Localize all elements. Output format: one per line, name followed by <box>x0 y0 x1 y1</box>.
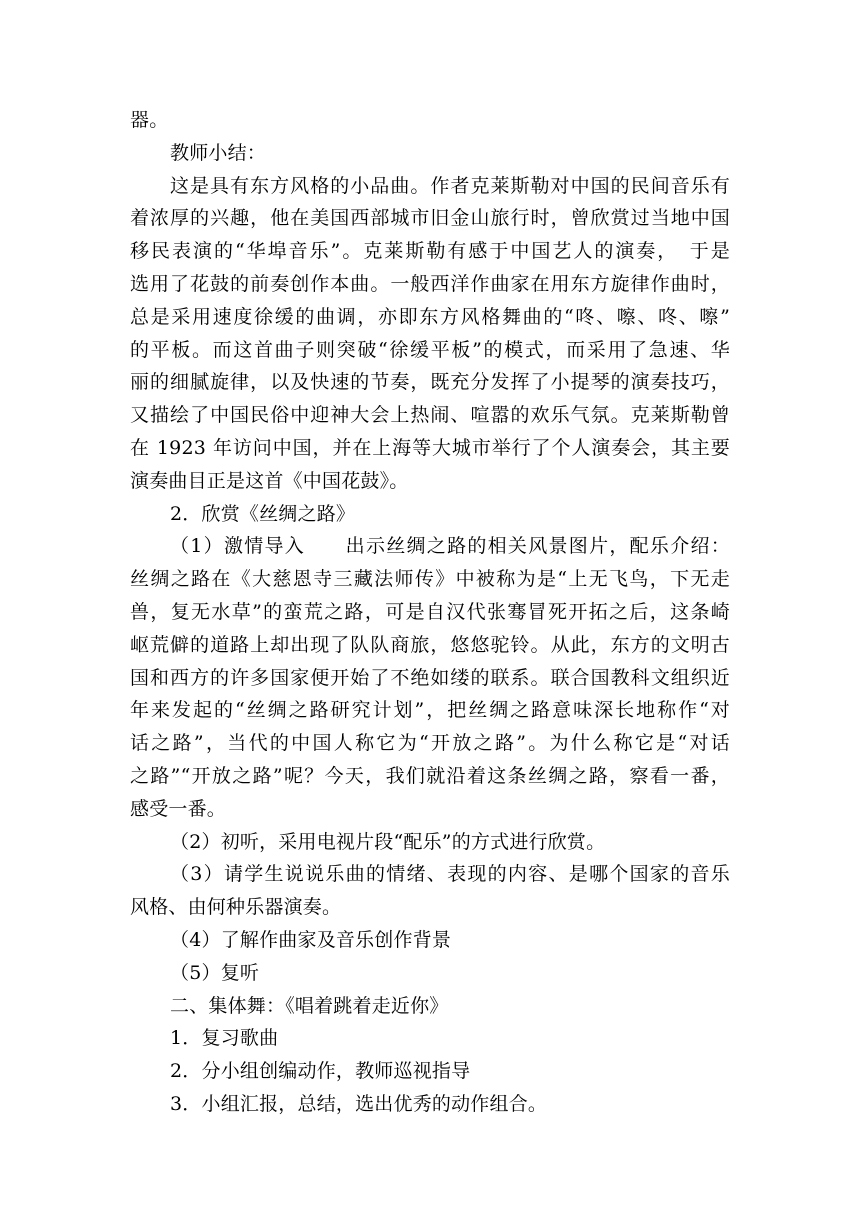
text-line: 在 1923 年访问中国，并在上海等大城市举行了个人演奏会，其主要 <box>130 436 730 459</box>
text-line: （4）了解作曲家及音乐创作背景 <box>170 928 452 951</box>
text-line: 二、集体舞：《唱着跳着走近你》 <box>170 994 449 1017</box>
text-line: 话之路”，当代的中国人称它为“开放之路”。为什么称它是“对话 <box>130 732 730 755</box>
text-line: 风格、由何种乐器演奏。 <box>130 896 342 919</box>
text-line: 教师小结： <box>170 141 267 164</box>
text-line: 国和西方的许多国家便开始了不绝如缕的联系。联合国教科文组织近 <box>130 666 730 689</box>
text-line: 1．复习歌曲 <box>170 1027 279 1050</box>
text-line: 兽，复无水草”的蛮荒之路，可是自汉代张骞冒死开拓之后，这条崎 <box>130 600 730 623</box>
text-line: 着浓厚的兴趣，他在美国西部城市旧金山旅行时，曾欣赏过当地中国 <box>130 207 730 230</box>
document-page <box>130 104 730 1121</box>
text-line: 又描绘了中国民俗中迎神大会上热闹、喧嚣的欢乐气氛。克莱斯勒曾 <box>130 404 730 427</box>
text-line: 选用了花鼓的前奏创作本曲。一般西洋作曲家在用东方旋律作曲时， <box>130 272 730 295</box>
text-line: 岖荒僻的道路上却出现了队队商旅，悠悠驼铃。从此，东方的文明古 <box>130 633 730 656</box>
text-line: 的平板。而这首曲子则突破“徐缓平板”的模式，而采用了急速、华 <box>130 338 730 361</box>
text-line: 2．分小组创编动作，教师巡视指导 <box>170 1060 471 1083</box>
text-line: 总是采用速度徐缓的曲调，亦即东方风格舞曲的“咚、嚓、咚、嚓” <box>130 305 730 328</box>
text-line: 丽的细腻旋律，以及快速的节奏，既充分发挥了小提琴的演奏技巧， <box>130 371 730 394</box>
text-line: 移民表演的“华埠音乐”。克莱斯勒有感于中国艺人的演奏， 于是 <box>130 240 730 263</box>
text-line: 年来发起的“丝绸之路研究计划”，把丝绸之路意味深长地称作“对 <box>130 699 730 722</box>
text-line: 这是具有东方风格的小品曲。作者克莱斯勒对中国的民间音乐有 <box>170 174 730 197</box>
text-line: 之路”“开放之路”呢？今天，我们就沿着这条丝绸之路，察看一番， <box>130 764 730 787</box>
text-line: 丝绸之路在《大慈恩寺三藏法师传》中被称为是“上无飞鸟，下无走 <box>130 568 730 591</box>
text-line: 3．小组汇报，总结，选出优秀的动作组合。 <box>170 1092 548 1115</box>
text-line: （2）初听，采用电视片段“配乐”的方式进行欣赏。 <box>170 830 606 853</box>
text-line: 2．欣赏《丝绸之路》 <box>170 502 356 525</box>
text-line: 感受一番。 <box>130 797 227 820</box>
text-line: 演奏曲目正是这首《中国花鼓》。 <box>130 469 409 492</box>
text-line: （5）复听 <box>170 961 260 984</box>
text-line: （3）请学生说说乐曲的情绪、表现的内容、是哪个国家的音乐 <box>170 863 730 886</box>
text-line: （1）激情导入 出示丝绸之路的相关风景图片，配乐介绍： <box>170 535 730 558</box>
text-line: 器。 <box>130 109 169 131</box>
